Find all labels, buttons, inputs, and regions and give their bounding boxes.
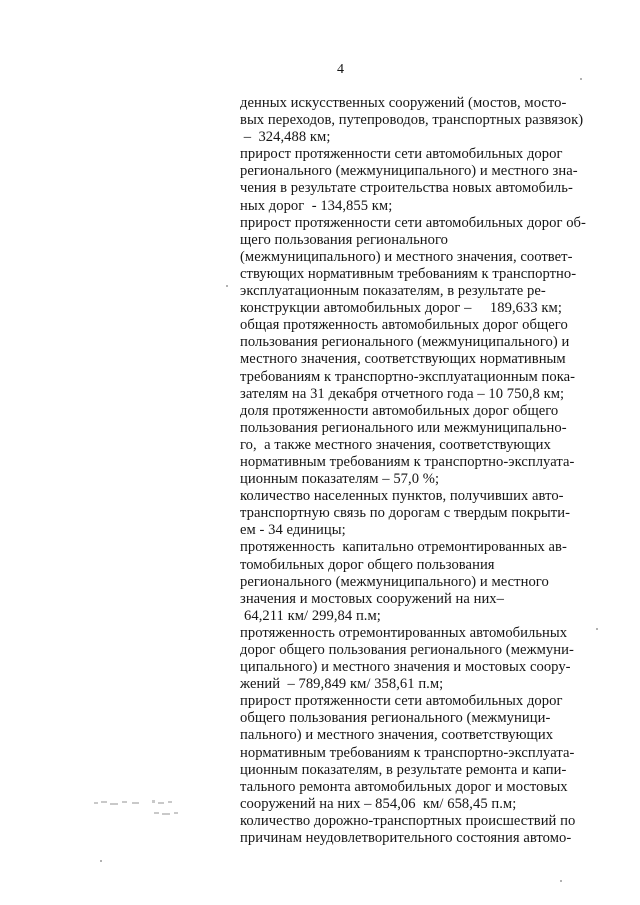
body-line: 64,211 км/ 299,84 п.м; <box>244 607 381 624</box>
body-line: значения и мостовых сооружений на них– <box>240 590 504 607</box>
body-line: денных искусственных сооружений (мостов, мосто- <box>240 95 567 111</box>
body-line: жений – 789,849 км/ 358,61 п.м; <box>240 676 444 693</box>
body-line: причинам неудовлетворительного состояния автомо- <box>240 830 572 847</box>
scan-smudge <box>92 796 192 826</box>
scan-speck <box>560 880 562 882</box>
body-line: щего пользования регионального <box>240 231 449 248</box>
body-line: пользования регионального или межмуниципально- <box>240 419 567 436</box>
scan-speck <box>596 628 598 630</box>
body-line: протяженность отремонтированных автомобильных <box>240 624 568 641</box>
body-line: – 324,488 км; <box>240 129 331 146</box>
body-line: вых переходов, путепроводов, транспортных развязок) <box>240 112 584 129</box>
scan-speck <box>226 285 228 287</box>
body-line: сооружений на них – 854,06 км/ 658,45 п.м; <box>240 795 517 812</box>
body-line: прирост протяженности сети автомобильных дорог <box>240 146 563 163</box>
body-line: ных дорог - 134,855 км; <box>240 197 393 214</box>
page-number: 4 <box>337 62 344 77</box>
body-line: регионального (межмуниципального) и местного зна- <box>240 163 578 180</box>
body-line: прирост протяженности сети автомобильных дорог <box>240 693 563 710</box>
scan-speck <box>100 860 102 862</box>
body-line: требованиям к транспортно-эксплуатационным пока- <box>240 368 576 385</box>
body-line: ципального) и местного значения и мостовых соору- <box>240 659 571 676</box>
body-line: го, а также местного значения, соответствующих <box>240 436 551 453</box>
scan-speck <box>580 78 582 80</box>
body-line: доля протяженности автомобильных дорог общего <box>240 402 559 419</box>
body-line: пользования регионального (межмуниципального) и <box>240 334 570 351</box>
body-line: общего пользования регионального (межмуници- <box>240 710 551 727</box>
body-line: регионального (межмуниципального) и местного <box>240 573 549 590</box>
body-line: томобильных дорог общего пользования <box>240 556 495 573</box>
body-line: протяженность капитально отремонтированных ав- <box>240 539 567 556</box>
body-line: (межмуниципального) и местного значения, соответ- <box>240 248 573 265</box>
body-line: нормативным требованиям к транспортно-эксплуата- <box>240 453 575 470</box>
body-line: ствующих нормативным требованиям к транспортно- <box>240 265 577 282</box>
body-line: чения в результате строительства новых автомобиль- <box>240 180 573 197</box>
body-line: транспортную связь по дорогам с твердым покрыти- <box>240 505 570 522</box>
body-line: нормативным требованиям к транспортно-эксплуата- <box>240 744 575 761</box>
body-line: конструкции автомобильных дорог – 189,633 км; <box>240 300 562 317</box>
body-line: дорог общего пользования регионального (межмуни- <box>240 642 574 658</box>
body-line: местного значения, соответствующих нормативным <box>240 351 566 368</box>
body-line: ем - 34 единицы; <box>240 522 346 539</box>
body-line: тального ремонта автомобильных дорог и мостовых <box>240 778 568 795</box>
body-line: пального) и местного значения, соответствующих <box>240 727 554 744</box>
body-line: ционным показателям, в результате ремонта и капи- <box>240 761 567 778</box>
body-line: общая протяженность автомобильных дорог общего <box>240 317 568 334</box>
body-line: количество дорожно-транспортных происшествий по <box>240 812 576 829</box>
body-line: эксплуатационным показателям, в результате ре- <box>240 283 546 300</box>
body-line: прирост протяженности сети автомобильных дорог об- <box>240 214 586 231</box>
body-line: количество населенных пунктов, получивших авто- <box>240 488 564 505</box>
body-line: ционным показателям – 57,0 %; <box>240 471 440 488</box>
body-line: зателям на 31 декабря отчетного года – 10 750,8 км; <box>240 385 565 402</box>
document-body <box>240 95 630 847</box>
